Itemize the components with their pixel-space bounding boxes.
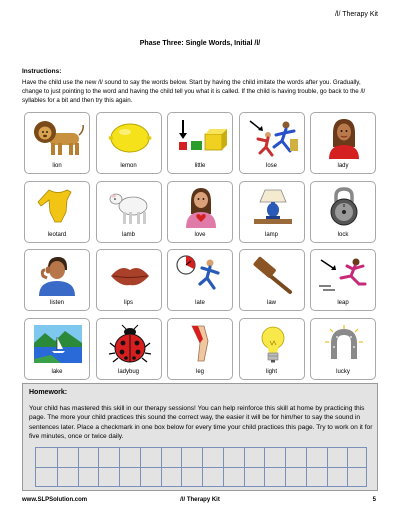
lamb-icon [103,186,157,228]
page-title: Phase Three: Single Words, Initial /l/ [139,40,261,47]
word-card-leg [167,318,233,380]
word-card-lips [96,249,162,311]
word-card-grid [24,112,376,380]
word-card-lamp [239,181,305,243]
footer-kit-title: /l/ Therapy Kit [180,497,220,503]
word-card-lady [310,112,376,174]
footer-website: www.SLPSolution.com [22,497,88,503]
card-label: lips [123,300,133,306]
card-label: love [194,231,206,238]
lips-icon [103,254,157,296]
card-label: leg [195,368,204,375]
leap-icon [317,254,371,296]
card-label: lady [337,163,349,169]
word-card-lock [310,181,376,243]
gavel-icon [246,254,300,296]
horseshoe-icon [317,323,371,365]
card-label: lemon [120,163,137,169]
card-label: late [195,300,205,306]
lady-icon [317,117,371,159]
card-label: law [266,300,276,306]
card-label: light [265,368,277,375]
word-card-love [167,181,233,243]
little-icon [174,117,228,159]
card-label: listen [49,300,64,306]
lose-icon [246,117,300,159]
word-card-lamb [96,181,162,243]
listen-icon [31,254,85,296]
word-card-lucky [310,318,376,380]
homework-box [22,383,378,491]
card-label: ladybug [117,368,140,375]
word-card-lion [24,112,90,174]
card-label: lion [52,163,62,169]
word-card-law [239,249,305,311]
card-label: leotard [47,231,67,238]
word-card-lemon [96,112,162,174]
ladybug-icon [103,323,157,365]
card-label: lake [51,368,63,375]
card-label: lose [265,163,277,169]
lightbulb-icon [246,323,300,365]
card-label: lock [337,231,349,238]
lock-icon [317,186,371,228]
header-kit-title: /l/ Therapy Kit [334,11,378,18]
card-label: lucky [336,368,350,375]
word-card-leotard [24,181,90,243]
leg-icon [174,323,228,365]
instructions-text: Have the child use the new /l/ sound to say the words below. Start by having the child imitate the words after you. Gradually, change to just pointing to the word and having the child tell you what it is called. If the child is having trouble, go back to the /l/ syllables for a bit and then try this again. [22,79,366,105]
love-icon [174,186,228,228]
homework-heading: Homework: [29,389,68,396]
lamp-icon [246,186,300,228]
page-number: 5 [372,497,376,503]
word-card-lake [24,318,90,380]
homework-text: Your child has mastered this skill in our therapy sessions! You can help reinforce this skill at home by practicing this page. The more your child practices this sound the correct way, the easier it will be for him/her to say the sound in sentences later. Place a checkmark in one box below for every time your child practices this page. Try to work on it for five minutes, once or twice daily. [29,405,373,440]
lemon-icon [103,117,157,159]
word-card-late [167,249,233,311]
lion-icon [31,117,85,159]
word-card-little [167,112,233,174]
leotard-icon [31,186,85,228]
card-label: lamp [264,231,278,238]
word-card-ladybug [96,318,162,380]
card-label: leap [337,300,349,306]
card-label: little [194,163,206,169]
instructions-heading: Instructions: [22,68,62,75]
late-icon [174,254,228,296]
lake-icon [31,323,85,365]
practice-checkbox-grid[interactable] [35,447,367,487]
word-card-leap [310,249,376,311]
card-label: lamb [121,231,135,238]
word-card-listen [24,249,90,311]
word-card-lose [239,112,305,174]
word-card-light [239,318,305,380]
